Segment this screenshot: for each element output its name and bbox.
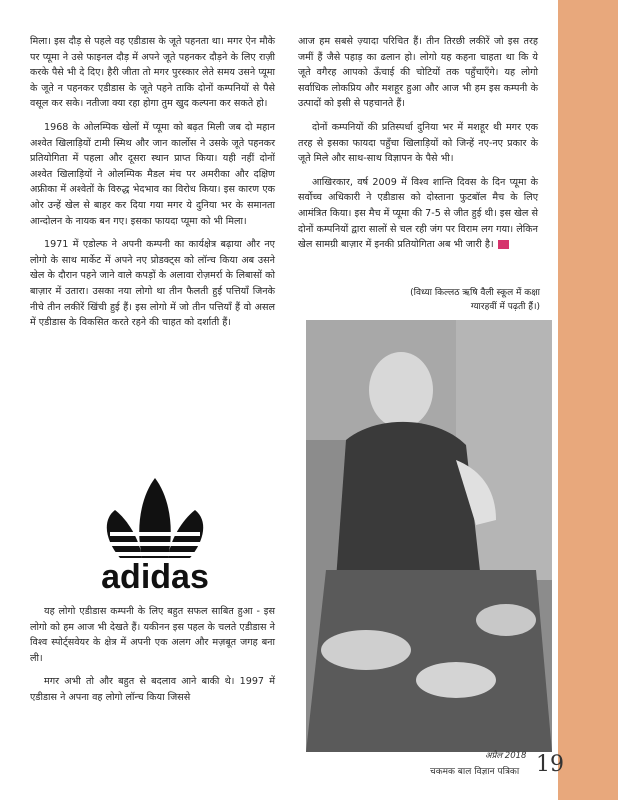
adidas-wordmark: adidas <box>101 558 209 596</box>
adidas-logo <box>80 470 230 600</box>
trefoil-icon <box>107 478 203 558</box>
caption-line: (विध्या किल्लठ ऋषि वैली स्कूल में कक्षा <box>410 288 540 298</box>
page-number: 19 <box>536 752 564 777</box>
paragraph <box>298 175 538 253</box>
paragraph: यह लोगो एडीडास कम्पनी के लिए बहुत सफल साबित हुआ - इस लोगो को हम आज भी देखते हैं। यकीनन इस पहल के चलते एडीडास ने विश्व स्पोर्ट्सवेयर के क्षेत्र में अपनी एक अलग और मज़बूत जगह बना ली। <box>30 606 275 664</box>
paragraph: मिला। इस दौड़ से पहले वह एडीडास के जूते पहनता था। मगर ऐन मौके पर प्यूमा ने उसे फाइनल दौड़ में अपने जूते पहनकर दौड़ने के लिए राज़ी करके पैसे भी दे दिए। हैरी जीता तो मगर पुरस्कार लेते समय उसने प्यूमा के जूते न पहनकर एडीडास के जूते पहने ताकि दोनों कम्पनियों से पैसे वसूल कर सके। नतीजा क्या रहा होगा तुम खुद कल्पना कर सकते हो। <box>30 36 275 110</box>
page-footer <box>430 748 600 798</box>
end-mark-icon: ऋ <box>498 240 509 249</box>
paragraph: मगर अभी तो और बहुत से बदलाव आने बाकी थे। 1997 में एडीडास ने अपना वह लोगो लॉन्च किया जिससे <box>30 676 275 703</box>
adolf-dassler-photo <box>306 320 552 752</box>
issue-date: अप्रैल 2018 <box>485 751 527 761</box>
paragraph-text: आखिरकार, वर्ष 2009 में विश्व शान्ति दिवस के दिन प्यूमा के सर्वोच्च अधिकारी ने एडीडास को दोस्ताना फुटबॉल मैच के लिए आमंत्रित किया। इस मैच में प्यूमा की 7-5 से जीत हुई थी। इस खेल से दोनों कम्पनियों द्वारा सालों से चल रही जंग पर विराम लग गया। लेकिन खेल सामग्री बाज़ार में इनकी प्रतियोगिता अब भी जारी है। <box>298 176 538 251</box>
paragraph: 1971 में एडोल्फ ने अपनी कम्पनी का कार्यक्षेत्र बढ़ाया और नए लोगो के साथ मार्केट में अपने नए प्रोडक्ट्स को लॉन्च किया अब उसने खेल के दौरान पहने जाने वाले कपड़ों के अलावा रोज़मर्रा के लिबासों को बाज़ार में उतारा। उसका नया लोगो था तीन फैलती हुई पत्तियाँ जिनके नीचे तीन लकीरें खिंची हुई हैं। इस लोगो में जो तीन पत्तियाँ हैं वो असल में एडीडास के विकसित करते रहने की चाहत को दर्शाती हैं। <box>30 239 275 329</box>
author-caption <box>300 286 540 314</box>
paragraph: दोनों कम्पनियों की प्रतिस्पर्धा दुनिया भर में मशहूर थी मगर एक तरह से इसका फायदा पहुँचा खिलाड़ियों को जिन्हें नए-नए प्रकार के जूते मिले और साथ-साथ विज्ञापन के पैसे भी। <box>298 121 538 165</box>
side-color-band <box>558 0 618 800</box>
paragraph: आज हम सबसे ज़्यादा परिचित हैं। तीन तिरछी लकीरें जो इस तरह जमीं हैं जैसे पहाड़ का ढलान हो। लोगो यह कहना चाहता था कि ये जूते वगैरह आपको ऊँचाई की चोटियों तक पहुँचाएँगे। यह लोगो सर्वाधिक लोकप्रिय और मशहूर हुआ और आज भी हम इस कम्पनी के उत्पादों को इसी से पहचानते हैं। <box>298 36 538 110</box>
right-column <box>298 34 538 261</box>
left-column <box>30 34 275 339</box>
magazine-name: चकमक बाल विज्ञान पत्रिका <box>430 767 520 777</box>
paragraph: 1968 के ओलम्पिक खेलों में प्यूमा को बढ़त मिली जब दो महान अश्वेत खिलाड़ियों टामी स्मिथ और जान कार्लोस ने उसके जूते पहनकर प्रतियोगिता में पहला और दूसरा स्थान प्राप्त किया। यही नहीं दोनों अश्वेत खिलाड़ियों ने ओलम्पिक मैडल मंच पर अमरीका और दक्षिण अफ्रीका में अश्वेतों के विरुद्ध भेदभाव का विरोध किया। इस कारण एक ओर उन्हें खेल से बाहर कर दिया गया मगर ये दुनिया भर के समानता आन्दोलन के नायक बन गए। इसका फायदा प्यूमा को भी मिला। <box>30 121 275 227</box>
caption-line: ग्यारहवीं में पढ़ती हैं।) <box>470 302 540 312</box>
left-bottom-column <box>30 604 275 714</box>
